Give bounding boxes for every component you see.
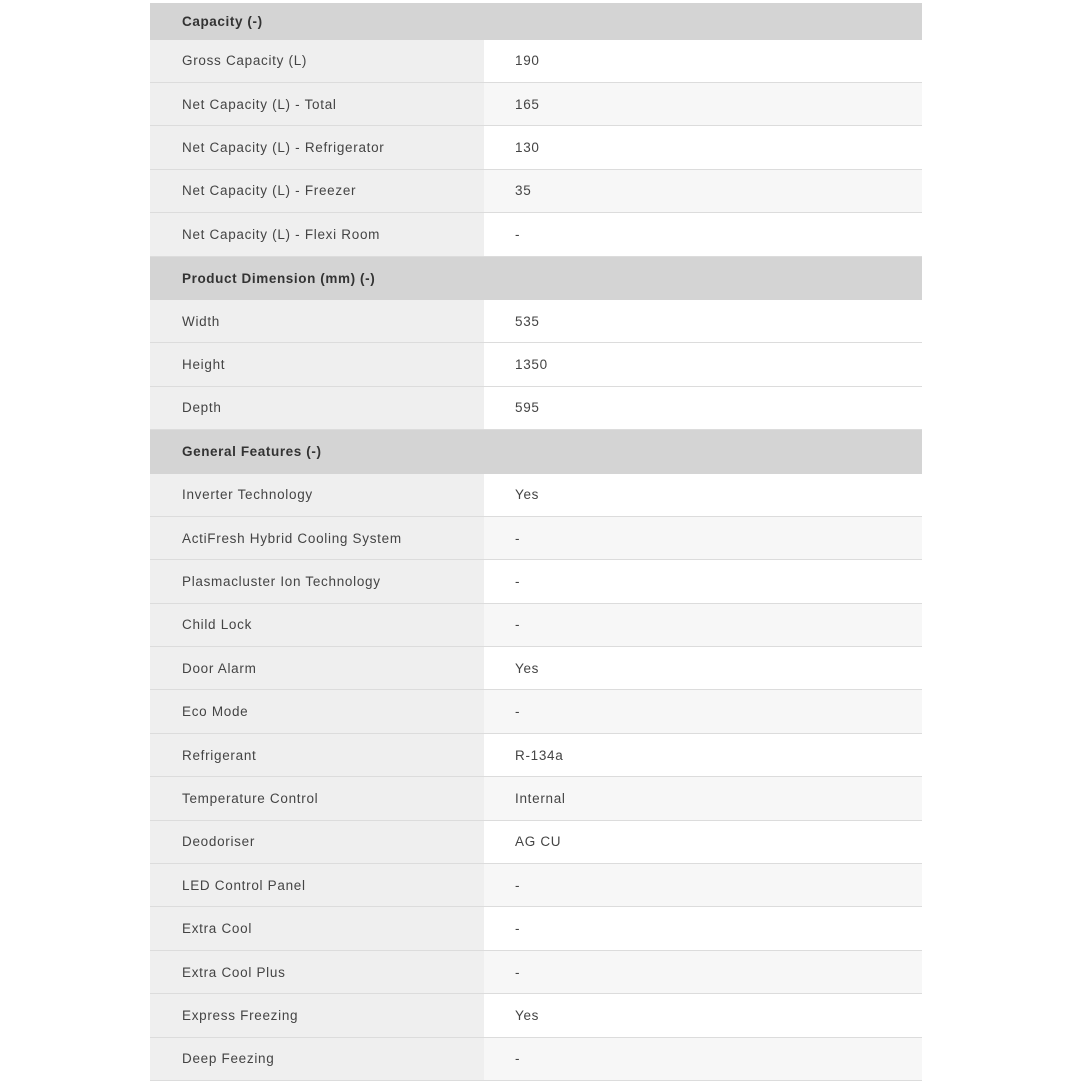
table-row bbox=[150, 474, 922, 517]
row-value: Yes bbox=[484, 647, 922, 689]
row-label: Depth bbox=[150, 387, 484, 429]
row-label: Gross Capacity (L) bbox=[150, 40, 484, 83]
row-label: Inverter Technology bbox=[150, 474, 484, 516]
table-row bbox=[150, 170, 922, 213]
row-label: Door Alarm bbox=[150, 647, 484, 689]
row-value: 130 bbox=[484, 126, 922, 168]
row-value: Yes bbox=[484, 474, 922, 516]
table-row bbox=[150, 647, 922, 690]
table-row bbox=[150, 300, 922, 343]
row-label: Express Freezing bbox=[150, 994, 484, 1036]
row-label: Extra Cool bbox=[150, 907, 484, 949]
row-value: 165 bbox=[484, 83, 922, 125]
row-value: 1350 bbox=[484, 343, 922, 385]
table-row bbox=[150, 864, 922, 907]
table-row bbox=[150, 83, 922, 126]
row-value: 595 bbox=[484, 387, 922, 429]
section-header-capacity[interactable]: Capacity (-) bbox=[150, 3, 922, 40]
row-value: - bbox=[484, 604, 922, 646]
table-row bbox=[150, 126, 922, 169]
row-value: - bbox=[484, 951, 922, 993]
table-row bbox=[150, 734, 922, 777]
row-value: - bbox=[484, 690, 922, 732]
row-value: AG CU bbox=[484, 821, 922, 863]
table-row bbox=[150, 560, 922, 603]
row-value: 190 bbox=[484, 40, 922, 83]
table-row bbox=[150, 907, 922, 950]
table-row bbox=[150, 821, 922, 864]
row-label: Eco Mode bbox=[150, 690, 484, 732]
table-row bbox=[150, 1038, 922, 1081]
table-row bbox=[150, 690, 922, 733]
table-row bbox=[150, 517, 922, 560]
row-label: Height bbox=[150, 343, 484, 385]
row-value: 535 bbox=[484, 300, 922, 342]
section-header-product-dimension[interactable]: Product Dimension (mm) (-) bbox=[150, 257, 922, 300]
row-label: Width bbox=[150, 300, 484, 342]
row-value: - bbox=[484, 560, 922, 602]
row-label: Temperature Control bbox=[150, 777, 484, 819]
spec-table bbox=[150, 3, 922, 1081]
row-value: - bbox=[484, 907, 922, 949]
row-label: Deodoriser bbox=[150, 821, 484, 863]
row-label: Net Capacity (L) - Refrigerator bbox=[150, 126, 484, 168]
row-label: Net Capacity (L) - Flexi Room bbox=[150, 213, 484, 255]
table-row bbox=[150, 777, 922, 820]
table-row bbox=[150, 604, 922, 647]
row-value: Internal bbox=[484, 777, 922, 819]
row-label: LED Control Panel bbox=[150, 864, 484, 906]
row-label: Net Capacity (L) - Total bbox=[150, 83, 484, 125]
row-value: - bbox=[484, 864, 922, 906]
row-label: Child Lock bbox=[150, 604, 484, 646]
table-row bbox=[150, 994, 922, 1037]
row-label: Plasmacluster Ion Technology bbox=[150, 560, 484, 602]
row-value: - bbox=[484, 517, 922, 559]
table-row bbox=[150, 213, 922, 256]
row-label: Net Capacity (L) - Freezer bbox=[150, 170, 484, 212]
row-value: Yes bbox=[484, 994, 922, 1036]
row-value: 35 bbox=[484, 170, 922, 212]
row-label: Refrigerant bbox=[150, 734, 484, 776]
row-label: Deep Feezing bbox=[150, 1038, 484, 1080]
row-label: Extra Cool Plus bbox=[150, 951, 484, 993]
table-row bbox=[150, 40, 922, 84]
table-row bbox=[150, 343, 922, 386]
row-label: ActiFresh Hybrid Cooling System bbox=[150, 517, 484, 559]
row-value: - bbox=[484, 1038, 922, 1080]
table-row bbox=[150, 951, 922, 994]
row-value: R-134a bbox=[484, 734, 922, 776]
table-row bbox=[150, 387, 922, 430]
section-header-general-features[interactable]: General Features (-) bbox=[150, 430, 922, 473]
row-value: - bbox=[484, 213, 922, 255]
